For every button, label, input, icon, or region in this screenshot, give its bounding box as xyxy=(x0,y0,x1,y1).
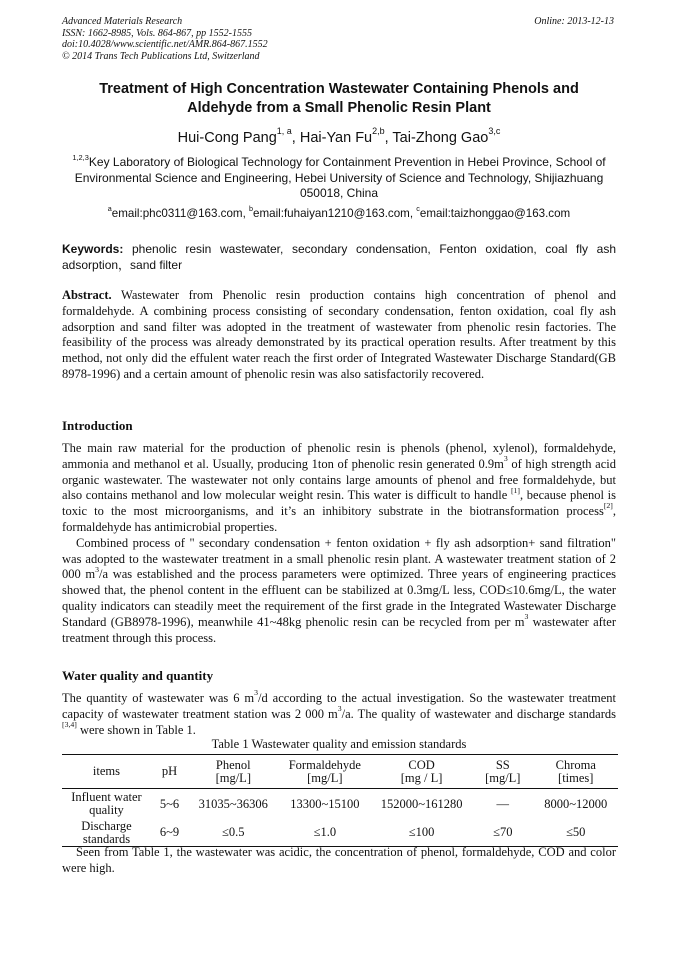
journal-name: Advanced Materials Research xyxy=(62,16,183,27)
table-cell: ≤1.0 xyxy=(313,825,337,839)
keywords-text: phenolic resin wastewater, secondary condensation, Fenton oxidation, coal fly ash adsorption，sand filter xyxy=(62,242,616,272)
email-address[interactable]: email:phc0311@163.com xyxy=(111,207,243,220)
table-cell: 8000~12000 xyxy=(544,796,608,811)
copyright-line: © 2014 Trans Tech Publications Ltd, Switzerland xyxy=(62,50,260,62)
table-cell: 6~9 xyxy=(159,825,180,839)
column-header: pH xyxy=(161,764,178,778)
table-cell: ≤0.5 xyxy=(222,825,245,839)
email-list: $^a$email:phc0311@163.com, $^b$email:fuhaiyan1210@163.com, $^c$email:taizhonggao@163.com xyxy=(107,203,571,220)
post-table-paragraph: Seen from Table 1, the wastewater was acidic, the concentration of phenol, formaldehyde, COD and color were high. xyxy=(62,845,616,875)
table-cell: — xyxy=(496,796,510,811)
author-sup: 3,c xyxy=(488,126,501,137)
citation: [3,4] xyxy=(62,719,77,729)
column-header: Chroma [times] xyxy=(555,757,596,785)
data-table xyxy=(62,754,618,847)
table-cell: ≤50 xyxy=(566,825,586,839)
water-quality-heading: Water quality and quantity xyxy=(62,668,214,683)
citation: [2] xyxy=(603,501,613,511)
abstract-text: Wastewater from Phenolic resin production contains high concentration of phenol and formaldehyde. A combining process consisting of secondary condensation, fenton oxidation, coal fly ash adsorption and sand filter was adopted in the treatment of wastewater from phenolic resin factories. The feasibility of the process was already demonstrated by its practical operation results. After treatment by this method, not only did the effulent water reach the first order of Integrated Wastewater Discharge Standard(GB 8978-1996) and a certain amount of phenolic resin was also satisfactorily recovered. xyxy=(62,288,616,381)
affiliation-sup: 1,2,3 xyxy=(72,152,89,162)
author-name: Hui-Cong Pang xyxy=(177,130,277,146)
column-header: SS [mg/L] xyxy=(485,757,521,785)
author-sup: 2,b xyxy=(372,126,385,137)
column-header: Phenol [mg/L] xyxy=(215,757,251,785)
table-row xyxy=(62,819,618,847)
paper-title xyxy=(62,80,616,118)
column-header: COD [mg / L] xyxy=(400,757,443,785)
author-name: Tai-Zhong Gao xyxy=(392,130,489,146)
affiliation-text: Key Laboratory of Biological Technology for Containment Prevention in Hebei Province, School of Environmental Science and Engineering, Hebei University of Science and Technology, Shijiazhuang 050018, China xyxy=(74,155,606,200)
keywords-label: Keywords: xyxy=(62,242,124,256)
column-header: Formaldehyde [mg/L] xyxy=(288,757,361,785)
introduction-heading: Introduction xyxy=(62,418,133,433)
author-name: Hai-Yan Fu xyxy=(299,130,373,146)
email-address[interactable]: email:taizhonggao@163.com xyxy=(419,207,571,220)
table-cell: 5~6 xyxy=(159,796,180,811)
abstract-label: Abstract. xyxy=(62,288,112,302)
table-caption: Table 1 Wastewater quality and emission standards xyxy=(211,737,467,751)
title-line-2: Aldehyde from a Small Phenolic Resin Plant xyxy=(187,100,491,116)
table-cell: 152000~161280 xyxy=(380,796,463,811)
intro-paragraph-2: Combined process of " secondary condensation + fenton oxidation + fly ash adsorption+ sand filtration" was adopted to the wastewater treatment in a small phenolic resin plant. A wastewater treatment station of 2 000 $m^3/a$ was established and the process parameters were optimized. Three years of engineering practices showed that, the phenol content in the effluent can be stabilized at 0.3mg/L less, COD≤10.6mg/L, the water quality indicators can steadily meet the requirement of the first grade in the Integrated Wastewater Discharge Standard (GB8978-1996), meanwhile 41~48kg phenolic resin can be recycled from per $m^3$ wastewater after treatment through this process. xyxy=(62,535,616,645)
journal-header xyxy=(62,16,422,62)
title-line-1: Treatment of High Concentration Wastewater Containing Phenols and xyxy=(99,81,579,97)
author-list: Hui-Cong Pang$^{1, a}$, Hai-Yan Fu$^{2,b}$, Tai-Zhong Gao$^{3,c}$ xyxy=(177,126,501,146)
introduction-body xyxy=(62,441,616,646)
table-header-row xyxy=(62,755,618,789)
water-quality-paragraph: The quantity of wastewater was 6 $m^3/d$ according to the actual investigation. So the wastewater treatment capacity of wastewater treatment station was 2 000 $m^3/a$. The quality of wastewater and discharge standards [3,4] were shown in Table 1. xyxy=(62,688,616,737)
email-address[interactable]: email:fuhaiyan1210@163.com xyxy=(253,207,410,220)
table-cell: ≤100 xyxy=(408,825,435,839)
table-cell: 31035~36306 xyxy=(198,796,268,811)
intro-paragraph-1: The main raw material for the production of phenolic resin is phenols (phenol, xylenol), formaldehyde, ammonia and methanol et al. Usually, producing 1ton of phenolic resin generated $0.9m^3$ of high strength acid organic wastewater. The wastewater not only contains large amounts of phenol and free formaldehyde, but also contains methanol and low molecular weight resin. This water is difficult to handle [1], because phenol is toxic to the most microorganisms, and it’s an inhibitory substrate in the biotransformation process[2], formaldehyde has antimicrobial properties. xyxy=(62,441,617,534)
table-cell: Influent water quality xyxy=(71,790,142,817)
affiliation xyxy=(62,152,616,202)
abstract xyxy=(62,288,616,383)
table-row xyxy=(62,789,618,820)
citation: [1] xyxy=(510,485,520,495)
table-cell: 13300~15100 xyxy=(290,796,360,811)
doi-line: doi:10.4028/www.scientific.net/AMR.864-867.1552 xyxy=(62,39,268,50)
author-sup: 1, a xyxy=(276,126,292,137)
table-cell: Discharge standards xyxy=(81,818,132,846)
keywords xyxy=(62,241,616,273)
online-date: Online: 2013-12-13 xyxy=(534,16,614,27)
issn-line: ISSN: 1662-8985, Vols. 864-867, pp 1552-1555 xyxy=(62,27,252,39)
table-cell: ≤70 xyxy=(493,825,513,839)
column-header: items xyxy=(92,764,120,778)
